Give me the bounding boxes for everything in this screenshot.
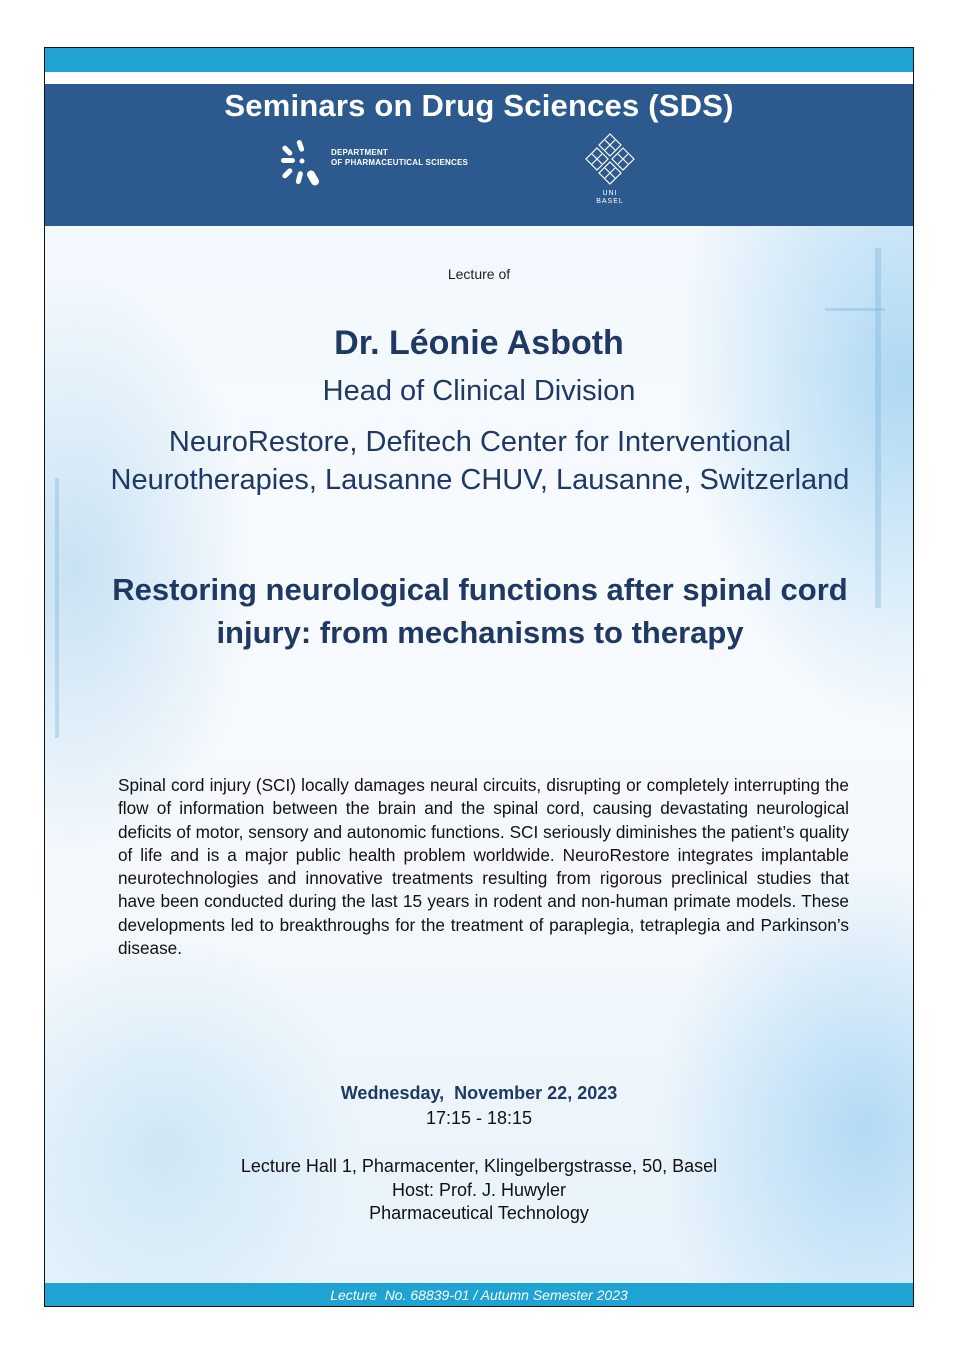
- decor-line: [875, 248, 881, 608]
- decor-line: [825, 308, 885, 311]
- department-line-2: OF PHARMACEUTICAL SCIENCES: [331, 158, 469, 167]
- talk-title: Restoring neurological functions after spinal cord injury: from mechanisms to therapy: [112, 572, 848, 650]
- event-time: 17:15 - 18:15: [425, 1108, 533, 1128]
- abstract: Spinal cord injury (SCI) locally damages neural circuits, disrupting or completely interrupting the flow of information between the brain and the spinal cord, causing devastating neurological deficits of motor, sensory and autonomic functions. SCI seriously diminishes the patient’s quality of life and is a major public health problem worldwide. NeuroRestore integrates implantable neurotechnologies and innovative treatments resulting from rigorous preclinical studies that have been conducted during the last 15 years in rodent and non-human primate models. These developments led to breakthroughs for the treatment of paraplegia, tetraplegia and Parkinson’s disease.: [118, 775, 849, 959]
- pharmaceutical-sciences-logo-icon: [277, 136, 341, 200]
- speaker-name: Dr. Léonie Asboth: [334, 324, 624, 362]
- header-banner: [45, 84, 913, 226]
- series-title: Seminars on Drug Sciences (SDS): [224, 88, 734, 123]
- speaker-affiliation: NeuroRestore, Defitech Center for Interventional Neurotherapies, Lausanne CHUV, Lausanne, Switzerland: [110, 426, 850, 496]
- department-name: [331, 148, 468, 168]
- uni-line-1: UNI: [602, 190, 618, 197]
- top-stripe-gap: [45, 72, 913, 84]
- top-stripe: [45, 48, 913, 72]
- uni-line-2: BASEL: [596, 198, 624, 205]
- uni-basel-text: [583, 190, 637, 206]
- lecture-of-label: Lecture of: [447, 266, 511, 282]
- footer-bar: [45, 1283, 913, 1307]
- department-line-1: DEPARTMENT: [331, 148, 388, 157]
- uni-basel-logo-icon: [583, 132, 637, 186]
- event-date: Wednesday, November 22, 2023: [340, 1083, 618, 1103]
- poster-frame: [44, 47, 914, 1307]
- event-host: Host: Prof. J. Huwyler: [391, 1179, 567, 1200]
- event-venue: Lecture Hall 1, Pharmacenter, Klingelbergstrasse, 50, Basel: [240, 1156, 718, 1176]
- decor-line: [55, 478, 59, 738]
- event-venue-block: [45, 1155, 913, 1226]
- lecture-number: Lecture No. 68839-01 / Autumn Semester 2023: [330, 1287, 628, 1303]
- event-host-unit: Pharmaceutical Technology: [369, 1203, 589, 1223]
- speaker-role: Head of Clinical Division: [322, 375, 636, 407]
